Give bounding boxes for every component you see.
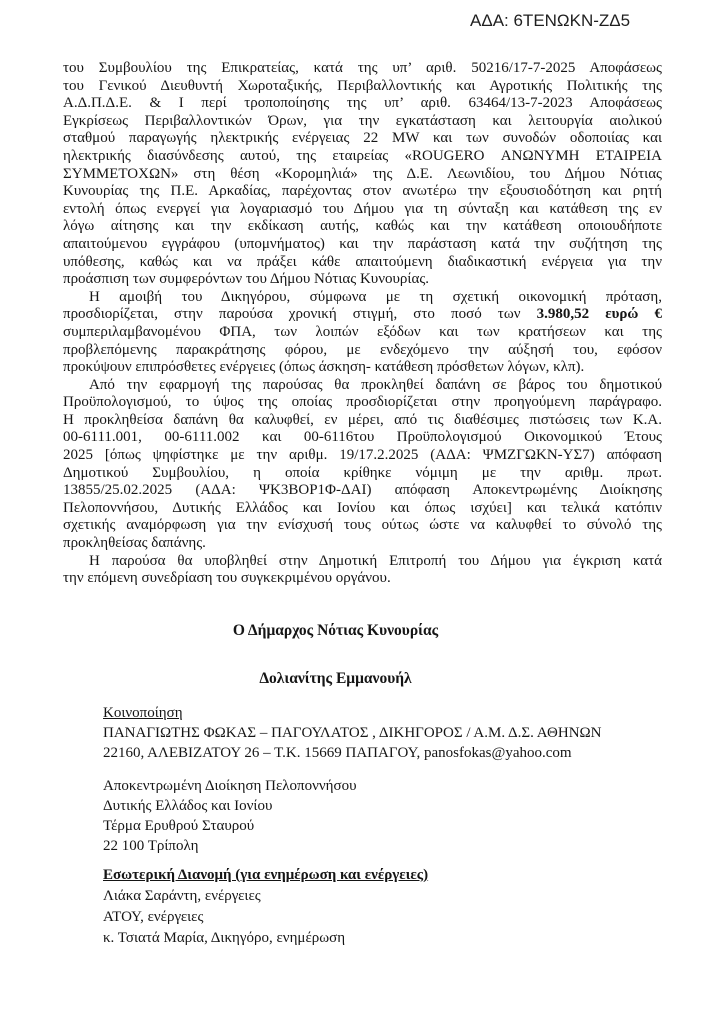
notification-heading: Κοινοποίηση <box>103 704 183 721</box>
text-line: Κυνουρίας της Π.Ε. Αρκαδίας, παρέχοντας στον ανωτέρω την εξουσιοδότηση και ρητή <box>63 183 662 200</box>
text-line: υπόθεσης, καθώς και να πράξει κάθε απαιτούμενη διαδικαστική ενέργεια για την <box>63 253 662 270</box>
text-line: προκληθείσας δαπάνης. <box>63 535 206 552</box>
text-line: Από την εφαρμογή της παρούσας θα προκληθεί δαπάνη σε βάρος του δημοτικού <box>89 376 662 393</box>
ada-code: ΑΔΑ: 6ΤΕΝΩΚΝ-ΖΔ5 <box>470 11 631 30</box>
notification-block <box>103 703 662 763</box>
internal-distribution-block <box>103 865 662 949</box>
signature-title: Ο Δήμαρχος Νότιας Κυνουρίας <box>232 621 439 639</box>
text-line: προάσπιση των συμφερόντων του Δήμου Νότιας Κυνουρίας. <box>63 271 430 288</box>
text-line: προβλεπόμενης παρακράτησης φόρου, με ενδεχόμενο την αύξησή του, εφόσον <box>63 341 662 358</box>
paragraph-3 <box>63 377 662 553</box>
notification-line: ΠΑΝΑΓΙΩΤΗΣ ΦΩΚΑΣ – ΠΑΓΟΥΛΑΤΟΣ , ΔΙΚΗΓΟΡΟΣ / Α.Μ. Δ.Σ. ΑΘΗΝΩΝ <box>103 724 602 741</box>
text-line: εντολή όπως ενεργεί για λογαριασμό του Δήμου για τη σύνταξη και κατάθεση της εν <box>63 200 662 217</box>
internal-distribution-line: ΑΤΟΥ, ενέργειες <box>103 908 204 925</box>
text-line: Α.Δ.Π.Δ.Ε. & Ι περί τροποποίησης της υπ’ αριθ. 63464/13-7-2023 Αποφάσεως <box>63 95 662 112</box>
text-line: του Γενικού Διευθυντή Χωροταξικής, Περιβαλλοντικής και Αγροτικής Πολιτικής της <box>63 77 662 94</box>
text-segment: προσδιορίζεται, στην παρούσα χρονική στιγμή, στο ποσό των <box>63 306 537 323</box>
text-line: 00-6111.001, 00-6111.002 και 00-6116του Προϋπολογισμού Οικονομικού Έτους <box>63 429 662 446</box>
text-line: Εγκρίσεως Περιβαλλοντικών Όρων, για την εγκατάσταση και λειτουργία αιολικού <box>63 112 662 129</box>
text-line: λόγω αίτησης και την εκδίκαση αυτής, καθώς και την κατάθεση οποιουδήποτε <box>63 218 662 235</box>
text-line: ΣΥΜΜΕΤΟΧΩΝ» στη θέση «Κορομηλιά» της Δ.Ε. Λεωνιδίου, του Δήμου Νότιας <box>63 165 662 182</box>
agency-address-line: Αποκεντρωμένη Διοίκηση Πελοποννήσου <box>103 777 357 794</box>
text-line: ηλεκτρικής διασύνδεσης αυτού, της εταιρείας «ROUGERO ΑΝΩΝΥΜΗ ΕΤΑΙΡΕΙΑ <box>63 147 662 164</box>
agency-address-line: 22 100 Τρίπολη <box>103 837 199 854</box>
text-line: Η παρούσα θα υποβληθεί στην Δημοτική Επιτροπή του Δήμου για έγκριση κατά <box>89 552 662 569</box>
text-line: την επόμενη συνεδρίαση του συγκεκριμένου οργάνου. <box>63 570 391 587</box>
text-line: Η αμοιβή του Δικηγόρου, σύμφωνα με τη σχετική οικονομική πρόταση, <box>89 288 662 305</box>
paragraph-4 <box>63 553 662 588</box>
internal-distribution-line: Λιάκα Σαράντη, ενέργειες <box>103 887 261 904</box>
agency-address-line: Δυτικής Ελλάδος και Ιονίου <box>103 797 273 814</box>
agency-address-block <box>103 776 662 856</box>
text-line: συμπεριλαμβανομένου ΦΠΑ, των λοιπών εξόδων και των κρατήσεων και της <box>63 323 662 340</box>
text-line <box>63 306 662 324</box>
text-line: 2025 [όπως ψηφίστηκε με την αριθμ. 19/17.2.2025 (ΑΔΑ: ΨΜΖΓΩΚΝ-ΥΣ7) απόφαση <box>63 447 662 464</box>
notification-line <box>103 743 662 763</box>
text-line: Η προκληθείσα δαπάνη θα καλυφθεί, εν μέρει, από τις διαθέσιμες πιστώσεις των Κ.Α. <box>63 411 662 428</box>
text-line: Δημοτικού Συμβουλίου, η οποία κρίθηκε νόμιμη με την αριθμ. πρωτ. <box>63 464 662 481</box>
internal-distribution-heading: Εσωτερική Διανομή (για ενημέρωση και ενέργειες) <box>103 866 429 883</box>
text-line: σταθμού παραγωγής ηλεκτρικής ενέργειας 22 MW και των συνοδών οδοποιίας και <box>63 130 662 147</box>
agency-address-line: Τέρμα Ερυθρού Σταυρού <box>103 817 255 834</box>
text-segment: 22160, ΑΛΕΒΙΖΑΤΟΥ 26 – Τ.Κ. 15669 ΠΑΠΑΓΟΥ, <box>103 744 425 761</box>
text-line: Πελοποννήσου, Δυτικής Ελλάδος και Ιονίου και όπως ισχύει] και τελικά κατόπιν <box>63 499 662 516</box>
paragraph-1 <box>63 60 662 289</box>
paragraph-2 <box>63 289 662 377</box>
email-text: panosfokas@yahoo.com <box>424 744 572 761</box>
document-body <box>63 60 662 949</box>
text-line: Προϋπολογισμού, το ύψος της οποίας προσδιορίζεται στην προηγούμενη παράγραφο. <box>63 394 662 411</box>
signature-block <box>63 621 608 689</box>
text-line: προκύψουν επιπρόσθετες ενέργειες (όπως άσκηση- κατάθεση πρόσθετων λόγων, κλπ). <box>63 359 585 376</box>
text-line: 13855/25.02.2025 (ΑΔΑ: ΨΚ3ΒΟΡ1Φ-ΔΑΙ) απόφαση Αποκεντρωμένης Διοίκησης <box>63 482 662 499</box>
text-line: του Συμβουλίου της Επικρατείας, κατά της υπ’ αριθ. 50216/17-7-2025 Αποφάσεως <box>63 60 662 76</box>
fee-amount: 3.980,52 ευρώ € <box>536 306 662 323</box>
text-line: απαιτούμενου εγγράφου (υπομνήματος) και την παράσταση κατά την συζήτηση της <box>63 235 662 252</box>
internal-distribution-line: κ. Τσιατά Μαρία, Δικηγόρο, ενημέρωση <box>103 929 346 946</box>
signature-name: Δολιανίτης Εμμανουήλ <box>259 669 412 687</box>
text-line: σχετικής αναμόρφωση για την ενίσχυσή τους ούτως ώστε να καλυφθεί το σύνολό της <box>63 517 662 534</box>
